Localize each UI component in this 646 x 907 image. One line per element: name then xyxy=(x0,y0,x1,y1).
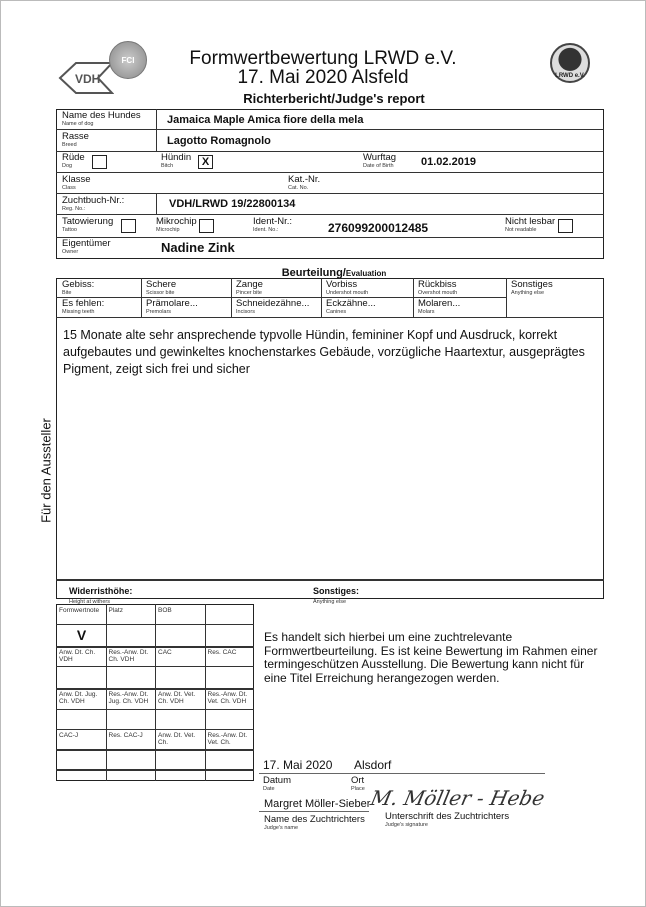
missing-teeth-option: Schneidezähne... Incisors xyxy=(236,298,310,315)
grid-line xyxy=(205,604,206,781)
document-subtitle: 17. Mai 2020 Alsfeld xyxy=(237,67,409,88)
sign-place: Alsdorf xyxy=(354,758,392,772)
evaluation-text: 15 Monate alte sehr ansprechende typvolle Hündin, femininer Kopf und Ausdruck, korrekt aufgebautes und gewinkeltes knochenstarkes Gebäude, vorzügliche Haartextur, ausgeprägtes Pigment, zeigt sich frei und sicher xyxy=(63,328,585,376)
ident-value: 276099200012485 xyxy=(328,221,429,235)
lrwd-logo: LRWD e.V. xyxy=(550,43,590,83)
tattoo-checkbox[interactable] xyxy=(121,219,136,233)
fci-logo: FCI xyxy=(109,41,147,79)
male-label: Rüde Dog xyxy=(62,152,85,169)
other-label: Sonstiges: Anything else xyxy=(313,586,360,605)
missing-teeth-option: Molaren... Molars xyxy=(418,298,461,315)
grid-cell: Formwertnote xyxy=(59,607,100,614)
grid-cell: Platz xyxy=(108,607,123,614)
date-label: Datum Date xyxy=(263,775,291,792)
grid-cell: Res.-Anw. Dt. Vet. Ch. xyxy=(207,732,248,746)
signature-label: Unterschrift des Zuchtrichters Judge's signature xyxy=(385,811,510,828)
grid-cell: BOB xyxy=(158,607,172,614)
unreadable-label: Nicht lesbar Not readable xyxy=(505,216,556,233)
grid-cell: Anw. Dt. Jug. Ch. VDH xyxy=(59,691,98,705)
missing-teeth-option: Es fehlen: Missing teeth xyxy=(62,298,105,315)
missing-teeth-option: Prämolare... Premolars xyxy=(146,298,198,315)
bite-option: Schere Scissor bite xyxy=(146,279,177,296)
ident-label: Ident-Nr.: Ident. No.: xyxy=(253,216,293,233)
male-checkbox[interactable] xyxy=(92,155,107,169)
owner-label: Eigentümer Owner xyxy=(62,238,111,255)
reg-value: VDH/LRWD 19/22800134 xyxy=(169,198,296,210)
cat-label: Kat.-Nr. Cat. No. xyxy=(288,174,321,191)
bite-option: Gebiss: Bite xyxy=(62,279,95,296)
grid-cell: Anw. Dt. Vet. Ch. xyxy=(158,732,196,746)
svg-text:VDH: VDH xyxy=(75,72,101,86)
reg-label: Zuchtbuch-Nr.: Reg. No.: xyxy=(62,195,125,212)
grid-cell: Res. CAC xyxy=(207,649,237,656)
unreadable-checkbox[interactable] xyxy=(558,219,573,233)
dob-value: 01.02.2019 xyxy=(421,156,477,168)
dob-label: Wurftag Date of Birth xyxy=(363,152,397,169)
grid-line xyxy=(155,604,156,781)
report-heading: Richterbericht/Judge's report xyxy=(243,91,425,106)
judge-signature: M. Möller - Hebe xyxy=(368,786,547,810)
owner-value: Nadine Zink xyxy=(161,240,235,255)
missing-teeth-option: Eckzähne... Canines xyxy=(326,298,376,315)
grid-cell: CAC xyxy=(158,649,172,656)
grid-cell: Anw. Dt. Vet. Ch. VDH xyxy=(158,691,196,705)
side-label: Für den Aussteller xyxy=(38,418,54,523)
female-checkbox[interactable]: X xyxy=(198,155,213,169)
grid-cell: Res. CAC-J xyxy=(108,732,143,739)
place-label: Ort Place xyxy=(351,775,365,792)
grid-cell: Anw. Dt. Ch. VDH xyxy=(59,649,96,663)
tattoo-label: Tatowierung Tattoo xyxy=(62,216,114,233)
bite-option: Rückbiss Overshot mouth xyxy=(418,279,458,296)
bite-option: Vorbiss Undershot mouth xyxy=(326,279,369,296)
chip-label: Mikrochip Microchip xyxy=(156,216,197,233)
bite-option: Sonstiges Anything else xyxy=(511,279,553,296)
judge-name-label: Name des Zuchtrichters Judge's name xyxy=(264,814,365,831)
grid-cell: Res.-Anw. Dt. Jug. Ch. VDH xyxy=(108,691,149,705)
name-label: Name des Hundes Name of dog xyxy=(62,110,141,127)
bite-option: Zange Pincer bite xyxy=(236,279,263,296)
breed-label: Rasse Breed xyxy=(62,131,89,148)
grid-cell: Res.-Anw. Dt. Vet. Ch. VDH xyxy=(207,691,248,705)
class-label: Klasse Class xyxy=(62,174,91,191)
judge-name: Margret Möller-Sieber xyxy=(264,798,371,810)
grid-cell: CAC-J xyxy=(59,732,79,739)
female-label: Hündin Bitch xyxy=(161,152,192,169)
notice-text: Es handelt sich hierbei um eine zuchtrelevante Formwertbeurteilung. Es ist keine Bewertung im Rahmen einer termingeschützen Ausstellung. Die Bewertung kann nicht für eine Titel Erreichung herangezogen werden. xyxy=(264,630,598,685)
breed-value: Lagotto Romagnolo xyxy=(167,135,271,147)
grid-cell: V xyxy=(76,627,87,643)
dog-name: Jamaica Maple Amica fiore della mela xyxy=(167,114,364,126)
chip-checkbox[interactable] xyxy=(199,219,214,233)
grid-cell: Res.-Anw. Dt. Ch. VDH xyxy=(108,649,149,663)
evaluation-heading: Beurteilung/Evaluation xyxy=(281,267,387,279)
grid-line xyxy=(106,604,107,781)
sign-date: 17. Mai 2020 xyxy=(263,758,333,772)
document-title: Formwertbewertung LRWD e.V. xyxy=(189,48,457,69)
withers-label: Widerristhöhe: Height at withers xyxy=(69,586,133,605)
